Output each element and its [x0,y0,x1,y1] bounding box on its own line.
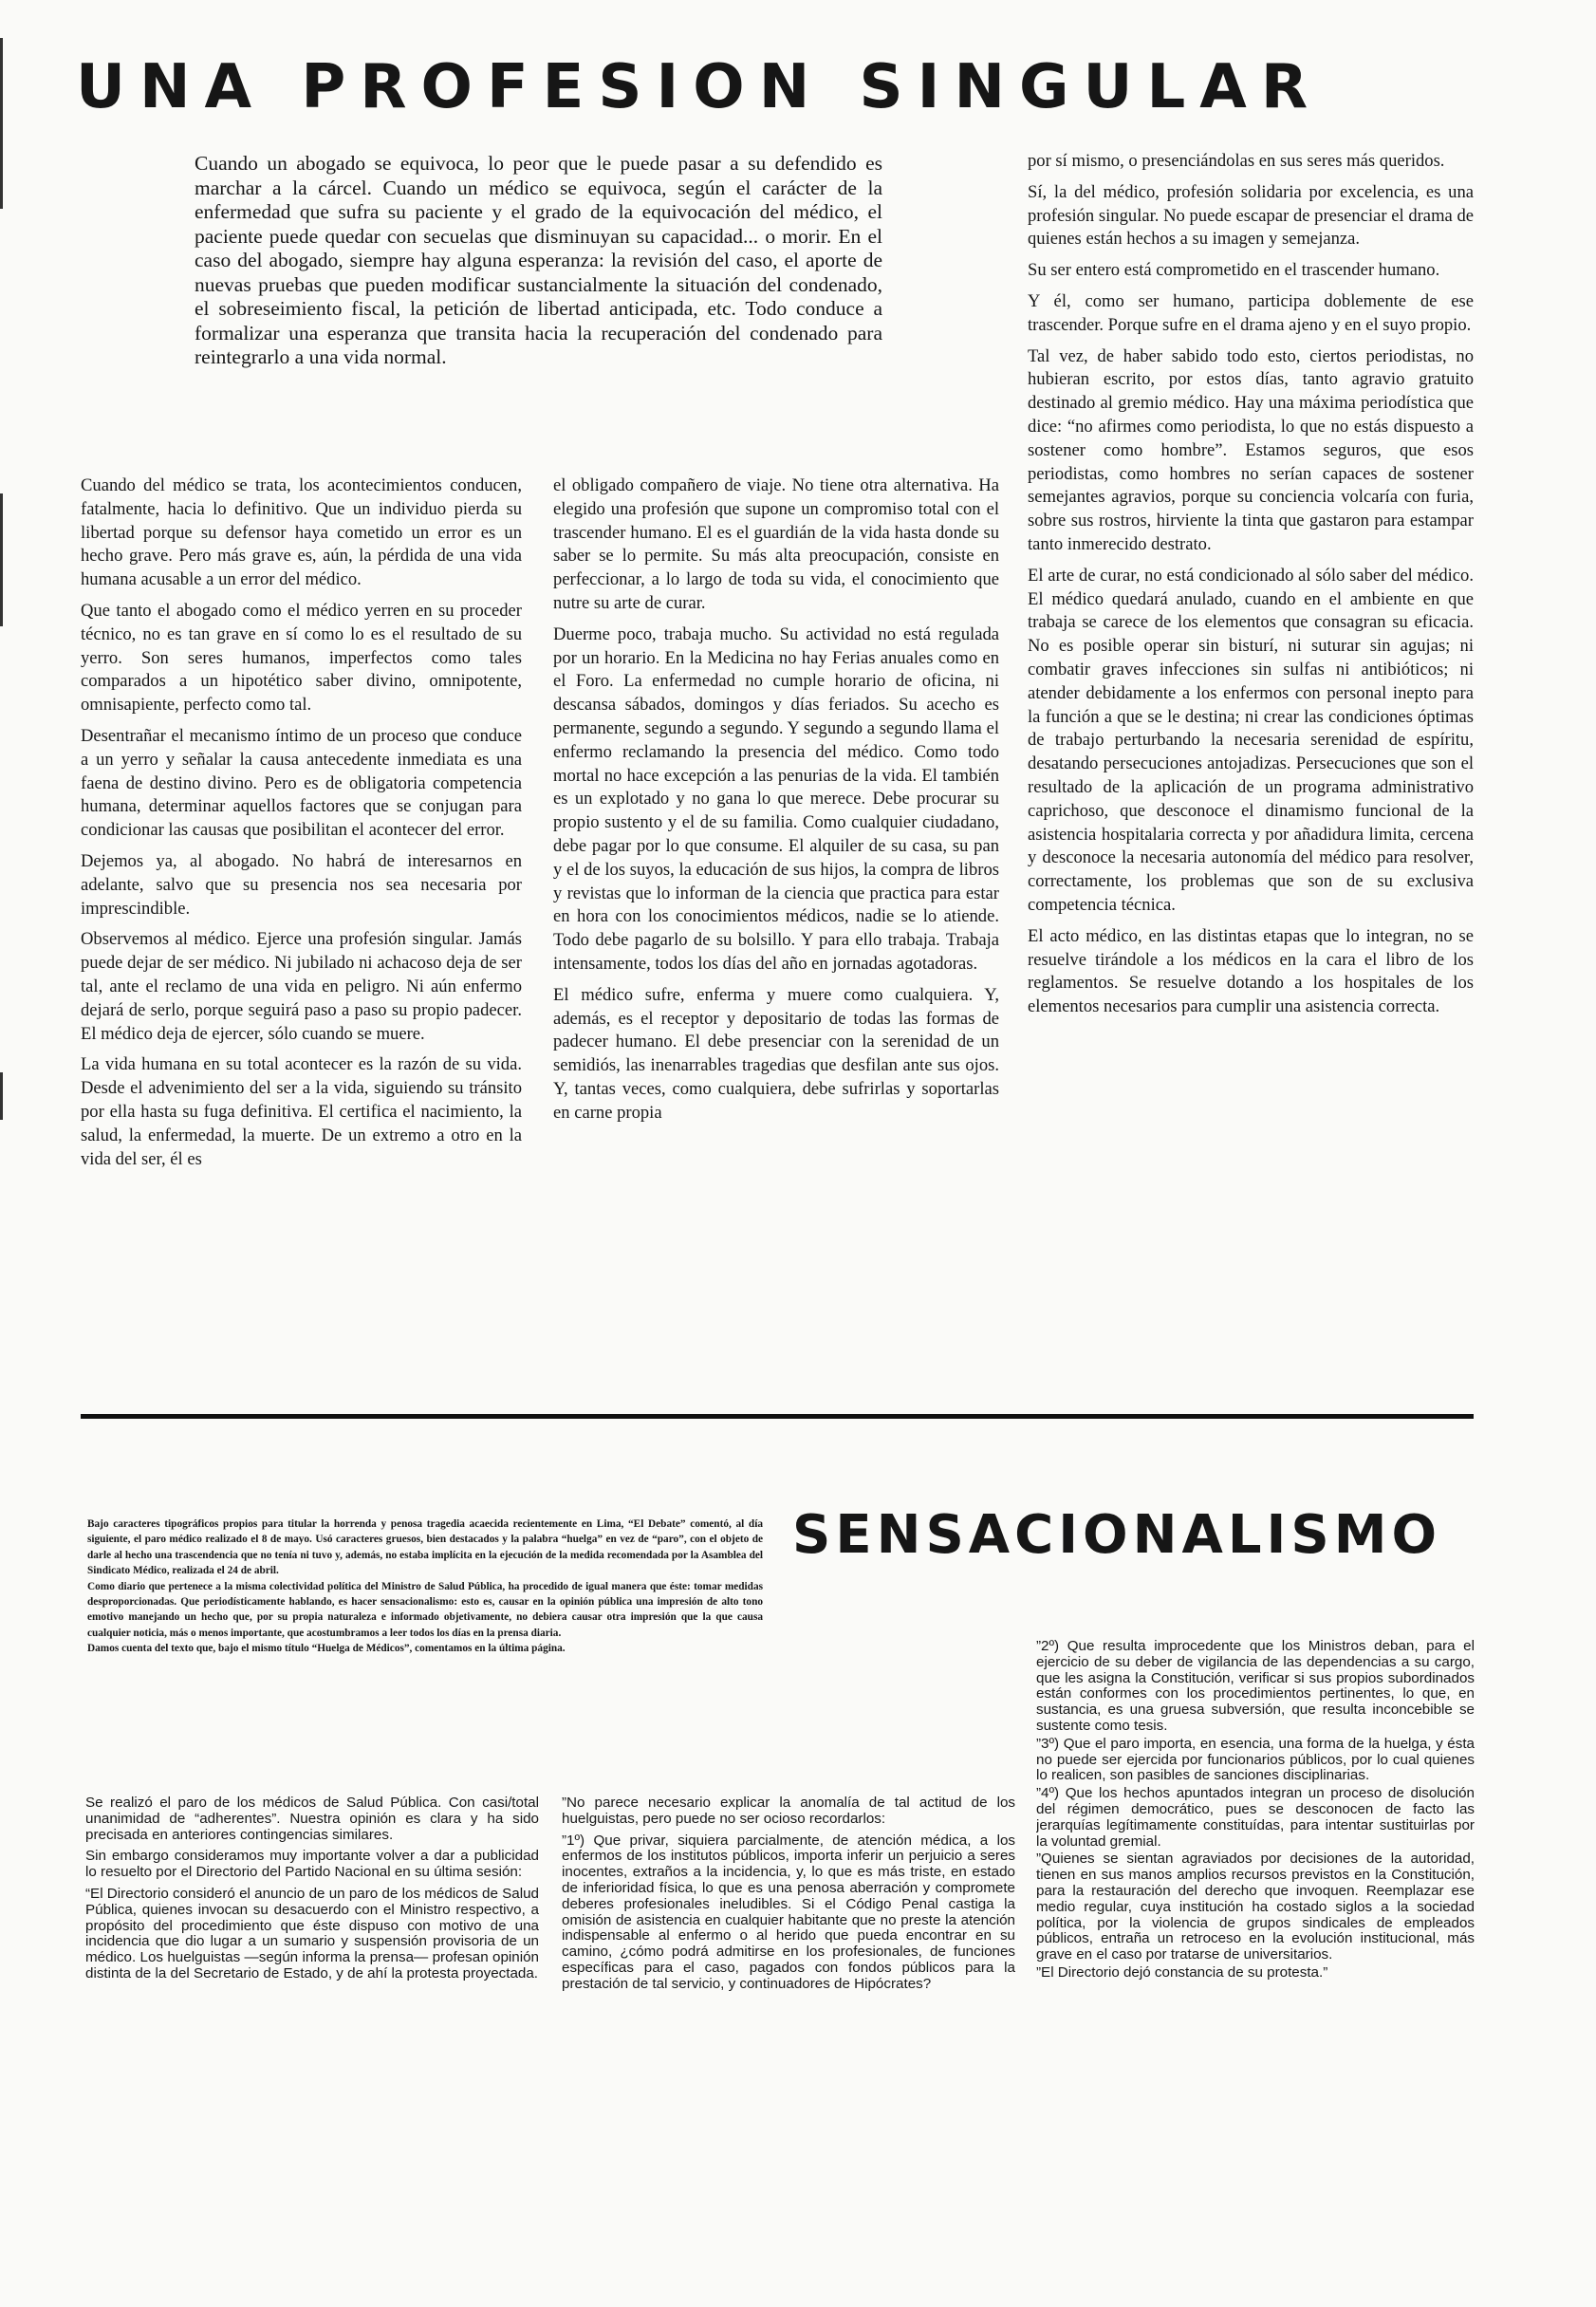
paragraph: Duerme poco, trabaja mucho. Su actividad no está regulada por un horario. En la Medicina no hay Ferias anuales como en el Foro. La enfermedad no cumple horario de oficina, ni descansa sábados, domingos y días feriados. Su acecho es permanente, segundo a segundo. Y segundo a segundo llama el enfermo reclamando la presencia del médico. Como todo mortal no hace excepción a las penurias de la vida. El también es un explotado y no gana lo que merece. Debe procurar su propio sustento y el de su familia. Como cualquier ciudadano, debe pagar por lo que consume. El alquiler de su casa, su pan y el de los suyos, la educación de sus hijos, la compra de libros y revistas que lo informan de la ciencia que practica para estar en hora con los conocimientos médicos, nadie se lo atiende. Todo debe pagarlo de su bolsillo. Y para ello trabaja. Trabaja intensamente, todos los días del año en jornadas agotadoras. [553,623,999,974]
paragraph: ”3º) Que el paro importa, en esencia, una forma de la huelga, y ésta no puede ser ejercida por funcionarios públicos, por lo cual quienes lo realicen, son pasibles de sanciones disciplinarias. [1036,1735,1475,1784]
article-intro [195,152,882,378]
article-column-2 [553,474,999,1133]
paragraph: Y él, como ser humano, participa doblemente de ese trascender. Porque sufre en el drama ajeno y en el suyo propio. [1028,290,1474,335]
paragraph: Dejemos ya, al abogado. No habrá de interesarnos en adelante, salvo que su presencia nos sea necesaria por imprescindible. [81,850,522,919]
paragraph: ”1º) Que privar, siquiera parcialmente, de atención médica, a los enfermos de los institutos públicos, importa inferir un perjuicio a seres inocentes, extraños a la incidencia, y, lo que es más triste, en estado de inferioridad física, lo que es una penosa aberración y compromete deberes profesionales ineludibles. Si el Código Penal castiga la omisión de asistencia en cualquier habitante que no preste la atención indispensable al enfermo o al herido que pueda encontrar en su camino, ¿cómo podrá admitirse en los profesionales, de funciones específicas para el caso, pagados con fondos públicos para la prestación de tal servicio, y continuadores de Hipócrates? [562,1832,1015,1992]
paragraph: Desentrañar el mecanismo íntimo de un proceso que conduce a un yerro y señalar la causa antecedente inmediata es una faena de destino divino. Pero es de obligatoria competencia humana, determinar aquellos factores que se conjugan para condicionar las causas que posibilitan el acontecer del error. [81,725,522,841]
paragraph: ”Quienes se sientan agraviados por decisiones de la autoridad, tienen en sus manos amplios recursos previstos en la Constitución, para la restauración del derecho que invoquen. Reemplazar ese medio regular, cuya institución ha costado siglos a la sociedad política, por la violencia de grupos sindicales de empleados públicos, entraña un retroceso en la evolución institucional, más grave en el caso por tratarse de universitarios. [1036,1851,1475,1963]
editorial-note [87,1516,763,1657]
article-column-1 [85,1795,539,1988]
intro-paragraph: Cuando un abogado se equivoca, lo peor que le puede pasar a su defendido es marchar a la cárcel. Cuando un médico se equivoca, según el carácter de la enfermedad que sufra su paciente y el grado de la equivocación del médico, el paciente puede quedar con secuelas que disminuyan su capacidad... o morir. En el caso del abogado, siempre hay alguna esperanza: la revisión del caso, el aporte de nuevas pruebas que pueden modificar sustancialmente la situación del condenado, el sobreseimiento fiscal, la petición de libertad anticipada, etc. Todo conduce a formalizar una esperanza que transita hacia la recuperación del condenado para reintegrarlo a una vida normal. [195,152,882,368]
article-title: UNA PROFESION SINGULAR [76,52,1323,122]
paragraph: por sí mismo, o presenciándolas en sus seres más queridos. [1028,151,1445,171]
paragraph: La vida humana en su total acontecer es la razón de su vida. Desde el advenimiento del ser a la vida, siguiendo su tránsito por ella hasta su fuga definitiva. El certifica el nacimiento, la salud, la enfermedad, la muerte. De un extremo a otro en la vida del ser, él es [81,1054,522,1169]
paragraph: El arte de curar, no está condicionado al sólo saber del médico. El médico quedará anulado, cuando en el ambiente en que trabaja se carece de los elementos que consagran su eficacia. No es posible operar sin bisturí, ni suturar sin agujas; ni combatir graves infecciones sin sulfas ni antibióticos; ni atender debidamente a los enfermos con personal inepto para la función a que se le destina; ni crear las condiciones óptimas de trabajo perturbando la necesaria serenidad de espíritu, desatando persecuciones antojadizas. Persecuciones que son el resultado de la aplicación de un programa administrativo caprichoso, que desconoce el dinamismo funcional de la asistencia hospitalaria correcta y por añadidura limita, cercena y desconoce la necesaria autonomía del médico para resolver, correctamente, los problemas que son de su exclusiva competencia técnica. [1028,565,1474,915]
article-column-2 [562,1795,1015,1999]
paragraph: ”2º) Que resulta improcedente que los Ministros deban, para el ejercicio de su deber de vigilancia de las dependencias a su cargo, que les asigna la Constitución, verificar si sus propios subordinados están conformes con los procedimientos pertinentes, lo que, en sustancia, es una gruesa subversión, que resulta inconcebible se sustente como tesis. [1036,1639,1475,1734]
paragraph: Sin embargo consideramos muy importante volver a dar a publicidad lo resuelto por el Directorio del Partido Nacional en su última sesión: [85,1848,539,1881]
paragraph: “El Directorio consideró el anuncio de un paro de los médicos de Salud Pública, quienes invocan su desacuerdo con el Ministro respectivo, a propósito del procedimiento que éste dispuso con motivo de una incidencia que dio lugar a un sumario y suspensión provisoria de un médico. Los huelguistas —según informa la prensa— profesan opinión distinta de la del Secretario de Estado, y de ahí la protesta proyectada. [85,1885,539,1981]
note-paragraph: Bajo caracteres tipográficos propios para titular la horrenda y penosa tragedia acaecida recientemente en Lima, “El Debate” comentó, al día siguiente, el paro médico realizado el 8 de mayo. Usó caracteres gruesos, bien destacados y la palabra “huelga” en vez de “paro”, con el objeto de darle al hecho una trascendencia que no tenía ni tuvo y, además, no estaba implícita en la ejecución de la medida recomendada por la Asamblea del Sindicato Médico, realizada el 24 de abril. [87,1518,763,1577]
paragraph: ”No parece necesario explicar la anomalía de tal actitud de los huelguistas, pero puede no ser ocioso recordarlos: [562,1795,1015,1827]
note-paragraph: Damos cuenta del texto que, bajo el mismo título “Huelga de Médicos”, comentamos en la última página. [87,1643,566,1655]
article-column-3 [1028,150,1474,1027]
paragraph: El acto médico, en las distintas etapas que lo integran, no se resuelve tirándole a los médicos en la cara el libro de los reglamentos. Se resuelve dotando a los hospitales de los elementos necesarios para cumplir una asistencia correcta. [1028,925,1474,1017]
paragraph: el obligado compañero de viaje. No tiene otra alternativa. Ha elegido una profesión que supone un compromiso total con el trascender humano. El es el guardián de la vida hasta donde su saber se lo permite. Su más alta preocupación, consiste en perfeccionar, a lo largo de toda su vida, el conocimiento que nutre su arte de curar. [553,475,999,613]
section-divider [81,1414,1474,1419]
paragraph: Cuando del médico se trata, los acontecimientos conducen, fatalmente, hacia lo definitivo. Que un individuo pierda su libertad porque su defensor haya cometido un error es un hecho grave. Pero más grave es, aún, la pérdida de una vida humana acusable a un error del médico. [81,475,522,590]
paragraph: ”El Directorio dejó constancia de su protesta.” [1036,1963,1328,1981]
paragraph: El médico sufre, enferma y muere como cualquiera. Y, además, es el receptor y depositario de todas las formas de padecer humano. El debe presenciar con la serenidad de un semidiós, las inenarrables tragedias que desfilan ante sus ojos. Y, tantas veces, como cualquiera, debe sufrirlas y soportarlas en carne propia [553,984,999,1123]
article-column-1 [81,474,522,1179]
article-column-3 [1036,1639,1475,1983]
scan-edge-mark [0,493,3,626]
paragraph: Sí, la del médico, profesión solidaria por excelencia, es una profesión singular. No puede escapar de presenciar el drama de quienes están hechos a su imagen y semejanza. [1028,181,1474,250]
paragraph: Su ser entero está comprometido en el trascender humano. [1028,260,1440,281]
scan-edge-mark [0,1072,3,1120]
paragraph: Se realizó el paro de los médicos de Salud Pública. Con casi/total unanimidad de “adherentes”. Nuestra opinión es clara y ha sido precisada en anteriores contingencias similares. [85,1795,539,1843]
article-title: SENSACIONALISMO [792,1504,1442,1566]
note-paragraph: Como diario que pertenece a la misma colectividad política del Ministro de Salud Pública, ha procedido de igual manera que éste: tomar medidas desproporcionadas. Que periodísticamente hablando, es hacer sensacionalismo: esto es, causar en la opinión pública una impresión de alto tono emotivo manejando un hecho que, por su propia naturaleza e informado objetivamente, no debiera causar otra impresión que la que causa cualquier noticia, más o menos importante, que acostumbramos a leer todos los días en la prensa diaria. [87,1580,763,1639]
paragraph: ”4º) Que los hechos apuntados integran un proceso de disolución del régimen democrático, pues se desconocen de facto las jerarquías legítimamente constituídas, para intentar sustituirlas por la voluntad gremial. [1036,1785,1475,1850]
paragraph: Tal vez, de haber sabido todo esto, ciertos periodistas, no hubieran escrito, por estos días, tanto agravio gratuito destinado al gremio médico. Hay una máxima periodística que dice: “no afirmes como periodista, lo que no estás dispuesto a sostener como hombre”. Estamos seguros, que esos periodistas, como hombres no serían capaces de sostener semejantes agravios, porque su conciencia volcaría con furia, sobre sus rostros, hirviente la tinta que gastaron para estampar tanto inmerecido destrato. [1028,345,1474,554]
paragraph: Observemos al médico. Ejerce una profesión singular. Jamás puede dejar de ser médico. Ni jubilado ni achacoso deja de ser tal, ante el reclamo de una vida en peligro. Ni aún enfermo dejará de serlo, porque seguirá paso a paso su propio padecer. El médico deja de ejercer, sólo cuando se muere. [81,929,522,1044]
paragraph: Que tanto el abogado como el médico yerren en su proceder técnico, no es tan grave en sí como lo es el resultado de su yerro. Son seres humanos, imperfectos como tales comparados a un hipotético saber divino, omnipotente, omnisapiente, perfecto como tal. [81,600,522,716]
scan-edge-mark [0,38,3,209]
